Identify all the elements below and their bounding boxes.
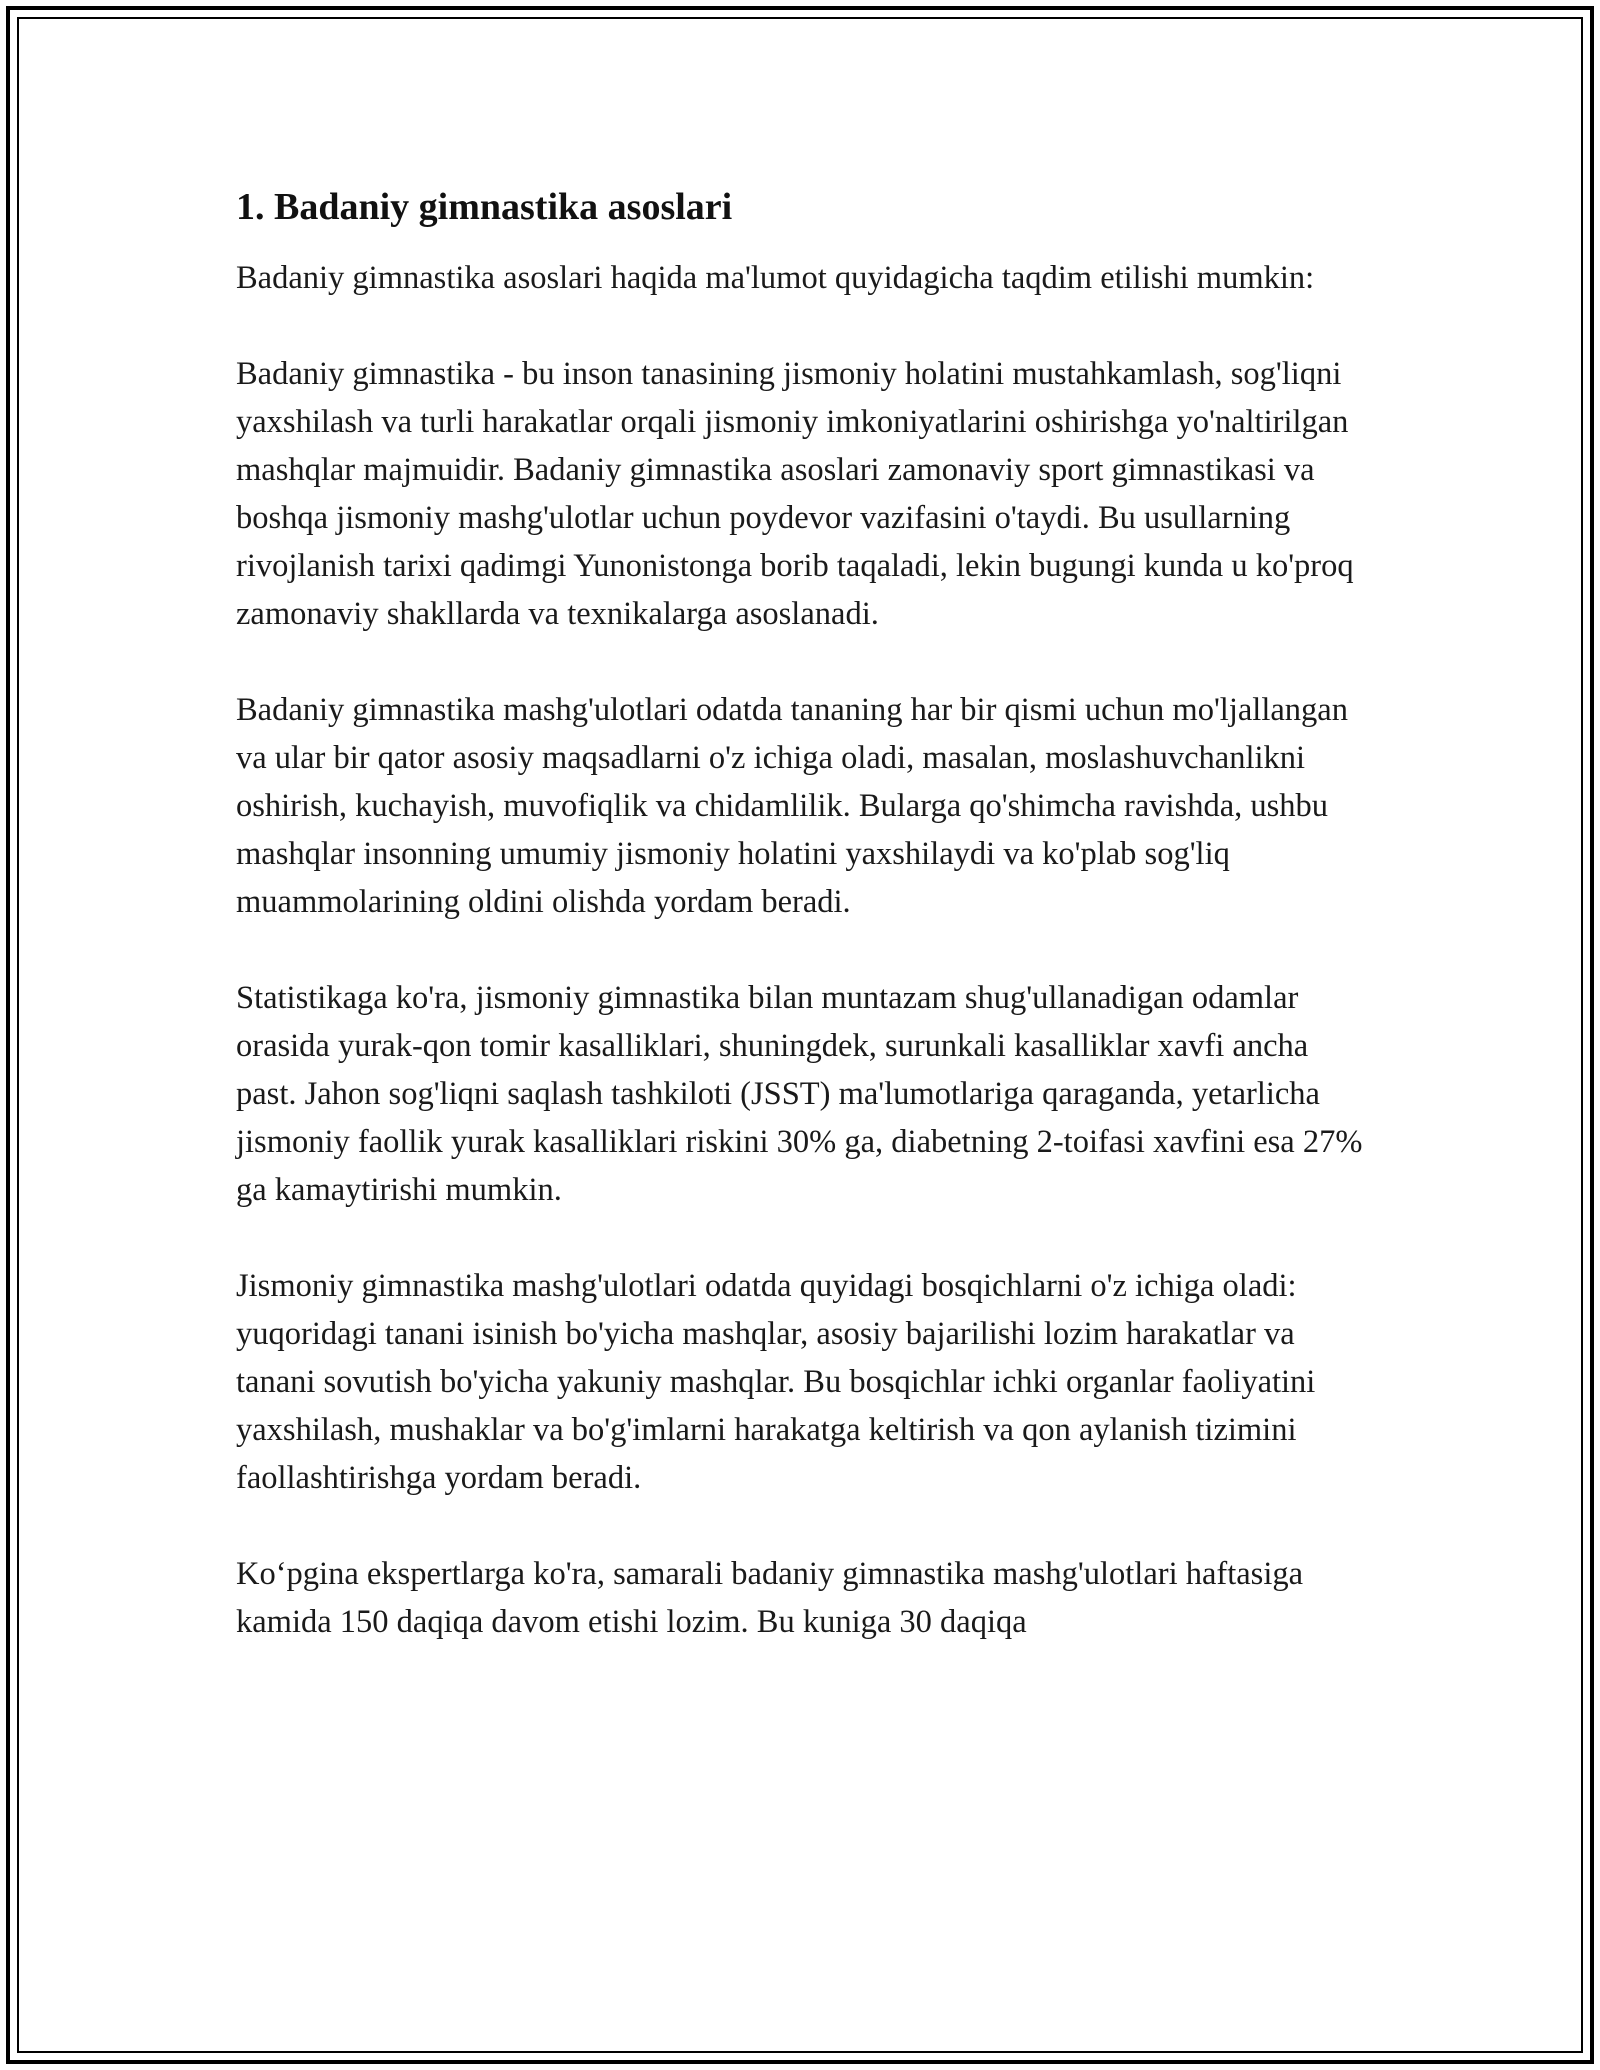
document-body — [236, 182, 1376, 1646]
paragraph-definition: Badaniy gimnastika - bu inson tanasining jismoniy holatini mustahkamlash, sog'liqni yaxshilash va turli harakatlar orqali jismoniy imkoniyatlarini oshirishga yo'naltirilgan mashqlar majmuidir. Badaniy gimnastika asoslari zamonaviy sport gimnastikasi va boshqa jismoniy mashg'ulotlar uchun poydevor vazifasini o'taydi. Bu usullarning rivojlanish tarixi qadimgi Yunonistonga borib taqaladi, lekin bugungi kunda u ko'proq zamonaviy shakllarda va texnikalarga asoslanadi. — [236, 356, 1354, 632]
paragraph-intro: Badaniy gimnastika asoslari haqida ma'lumot quyidagicha taqdim etilishi mumkin: — [236, 260, 1315, 296]
paragraph-stages: Jismoniy gimnastika mashg'ulotlari odatda quyidagi bosqichlarni o'z ichiga oladi: yuqoridagi tanani isinish bo'yicha mashqlar, asosiy bajarilishi lozim harakatlar va tanani sovutish bo'yicha yakuniy mashqlar. Bu bosqichlar ichki organlar faoliyatini yaxshilash, mushaklar va bo'g'imlarni harakatga keltirish va qon aylanish tizimini faollashtirishga yordam beradi. — [236, 1268, 1316, 1496]
paragraph-statistics: Statistikaga ko'ra, jismoniy gimnastika bilan muntazam shug'ullanadigan odamlar orasida yurak-qon tomir kasalliklari, shuningdek, surunkali kasalliklar xavfi ancha past. Jahon sog'liqni saqlash tashkiloti (JSST) ma'lumotlariga qaraganda, yetarlicha jismoniy faollik yurak kasalliklari riskini 30% ga, diabetning 2-toifasi xavfini esa 27% ga kamaytirishi mumkin. — [236, 980, 1363, 1208]
paragraph-goals: Badaniy gimnastika mashg'ulotlari odatda tananing har bir qismi uchun mo'ljallangan va ular bir qator asosiy maqsadlarni o'z ichiga oladi, masalan, moslashuvchanlikni oshirish, kuchayish, muvofiqlik va chidamlilik. Bularga qo'shimcha ravishda, ushbu mashqlar insonning umumiy jismoniy holatini yaxshilaydi va ko'plab sog'liq muammolarining oldini olishda yordam beradi. — [236, 692, 1348, 920]
paragraph-duration: Koʻpgina ekspertlarga ko'ra, samarali badaniy gimnastika mashg'ulotlari haftasiga kamida 150 daqiqa davom etishi lozim. Bu kuniga 30 daqiqa — [236, 1556, 1304, 1640]
section-heading: 1. Badaniy gimnastika asoslari — [236, 186, 733, 228]
